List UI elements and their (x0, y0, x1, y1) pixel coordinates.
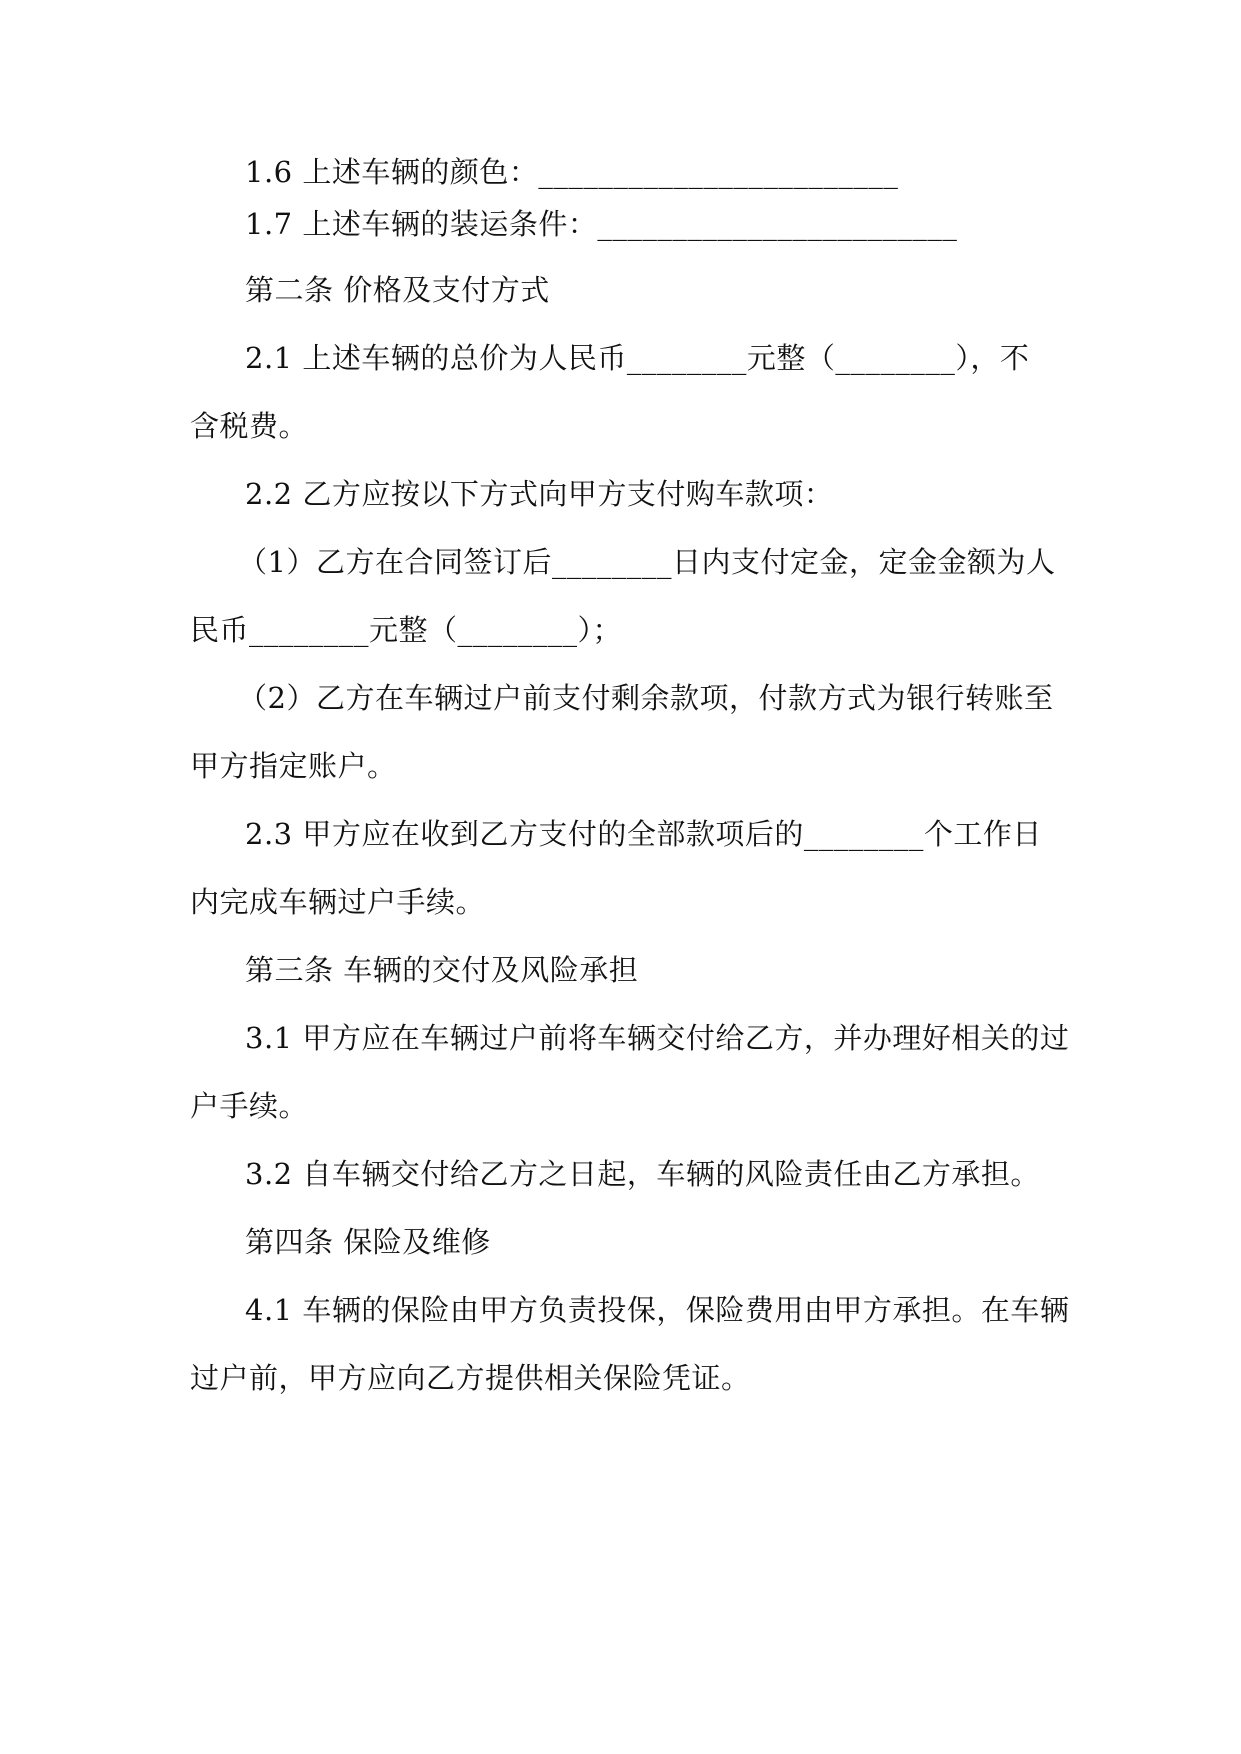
clause-3-1-line-2: 户手续。 (190, 1089, 309, 1123)
clause-3-1-line-1: 3.1 甲方应在车辆过户前将车辆交付给乙方，并办理好相关的过 (245, 1021, 1070, 1055)
clause-2-2-item-1-line-2: 民币________元整（________）； (190, 613, 623, 647)
clause-1-7: 1.7 上述车辆的装运条件：________________________ (245, 207, 958, 241)
clause-4-1-line-2: 过户前，甲方应向乙方提供相关保险凭证。 (190, 1361, 751, 1395)
clause-2-3-line-2: 内完成车辆过户手续。 (190, 885, 486, 919)
clause-2-2-item-2-line-2: 甲方指定账户。 (190, 749, 397, 783)
clause-2-1-line-1: 2.1 上述车辆的总价为人民币________元整（________），不 (245, 341, 1030, 375)
clause-2-2-item-2-line-1: （2）乙方在车辆过户前支付剩余款项，付款方式为银行转账至 (238, 681, 1054, 715)
clause-4-1-line-1: 4.1 车辆的保险由甲方负责投保，保险费用由甲方承担。在车辆 (245, 1293, 1070, 1327)
clause-1-6: 1.6 上述车辆的颜色：________________________ (245, 155, 899, 189)
clause-2-3-line-1: 2.3 甲方应在收到乙方支付的全部款项后的________个工作日 (245, 817, 1042, 851)
clause-2-2-item-1-line-1: （1）乙方在合同签订后________日内支付定金，定金金额为人 (238, 545, 1056, 579)
article-3-heading: 第三条 车辆的交付及风险承担 (245, 953, 639, 987)
clause-3-2: 3.2 自车辆交付给乙方之日起，车辆的风险责任由乙方承担。 (245, 1157, 1040, 1191)
article-2-heading: 第二条 价格及支付方式 (245, 273, 550, 307)
clause-2-1-line-2: 含税费。 (190, 409, 309, 443)
article-4-heading: 第四条 保险及维修 (245, 1225, 491, 1259)
clause-2-2: 2.2 乙方应按以下方式向甲方支付购车款项： (245, 477, 834, 511)
